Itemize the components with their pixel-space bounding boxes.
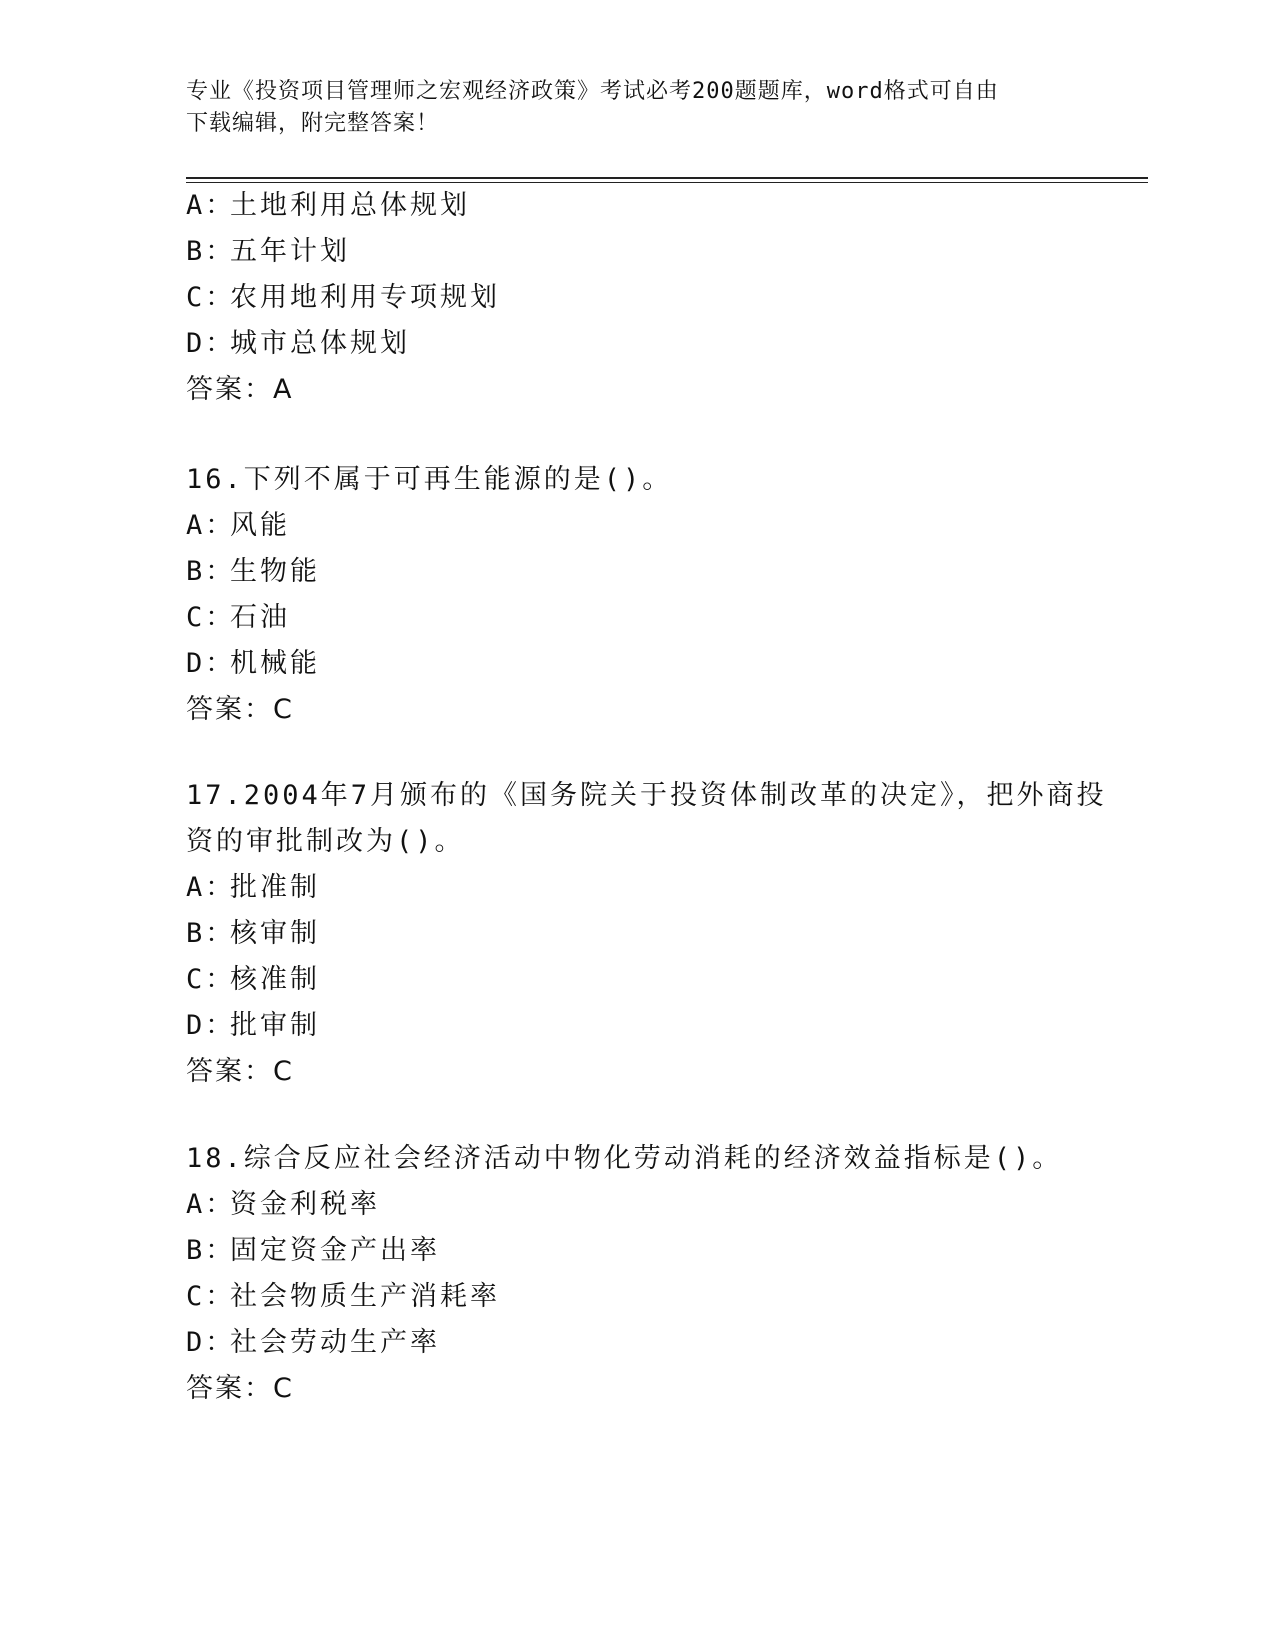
option-letter: D： <box>186 648 236 679</box>
option-letter: C： <box>186 1281 236 1312</box>
option-text: 机械能 <box>230 648 320 679</box>
option-letter: B： <box>186 556 236 587</box>
option-c <box>186 1274 1086 1320</box>
option-letter: C： <box>186 964 236 995</box>
option-letter: D： <box>186 328 236 359</box>
option-letter: A： <box>186 510 236 541</box>
question-18 <box>186 1136 1086 1412</box>
option-text: 五年计划 <box>230 236 350 267</box>
option-text: 农用地利用专项规划 <box>230 282 500 313</box>
option-letter: D： <box>186 1010 236 1041</box>
option-letter: A： <box>186 872 236 903</box>
option-letter: B： <box>186 236 236 267</box>
option-text: 资金利税率 <box>230 1189 380 1220</box>
option-text: 固定资金产出率 <box>230 1235 440 1266</box>
header-line-1: 专业《投资项目管理师之宏观经济政策》考试必考200题题库，word格式可自由 <box>186 79 999 104</box>
option-letter: B： <box>186 1235 236 1266</box>
question-stem-line-1: 17.2004年7月颁布的《国务院关于投资体制改革的决定》，把外商投 <box>186 780 1107 811</box>
option-text: 核准制 <box>230 964 320 995</box>
option-d <box>186 1320 1086 1366</box>
option-b <box>186 911 1086 957</box>
option-b <box>186 229 1086 275</box>
option-b <box>186 1228 1086 1274</box>
option-text: 批审制 <box>230 1010 320 1041</box>
option-b <box>186 549 1086 595</box>
option-text: 核审制 <box>230 918 320 949</box>
option-text: 社会物质生产消耗率 <box>230 1281 500 1312</box>
option-text: 生物能 <box>230 556 320 587</box>
option-text: 城市总体规划 <box>230 328 410 359</box>
option-d <box>186 321 1086 367</box>
question-15 <box>186 183 1086 413</box>
option-letter: A： <box>186 190 236 221</box>
option-letter: D： <box>186 1327 236 1358</box>
option-a <box>186 503 1086 549</box>
document-header <box>186 76 1066 140</box>
question-stem-line-2: 资的审批制改为()。 <box>186 826 465 857</box>
answer-line: 答案：C <box>186 1056 294 1087</box>
option-text: 批准制 <box>230 872 320 903</box>
answer-line: 答案：C <box>186 694 294 725</box>
header-line-2: 下载编辑，附完整答案！ <box>186 111 440 136</box>
question-16 <box>186 457 1086 733</box>
option-c <box>186 595 1086 641</box>
question-17 <box>186 773 1107 1095</box>
option-a <box>186 183 1086 229</box>
option-text: 风能 <box>230 510 290 541</box>
option-letter: A： <box>186 1189 236 1220</box>
option-text: 石油 <box>230 602 290 633</box>
answer-line: 答案：C <box>186 1373 294 1404</box>
option-a <box>186 865 1086 911</box>
option-text: 土地利用总体规划 <box>230 190 470 221</box>
option-c <box>186 275 1086 321</box>
question-stem: 16.下列不属于可再生能源的是()。 <box>186 464 673 495</box>
option-d <box>186 1003 1086 1049</box>
question-stem: 18.综合反应社会经济活动中物化劳动消耗的经济效益指标是()。 <box>186 1143 1063 1174</box>
option-letter: C： <box>186 602 236 633</box>
option-letter: B： <box>186 918 236 949</box>
option-c <box>186 957 1086 1003</box>
option-text: 社会劳动生产率 <box>230 1327 440 1358</box>
option-a <box>186 1182 1086 1228</box>
option-letter: C： <box>186 282 236 313</box>
option-d <box>186 641 1086 687</box>
answer-line: 答案：A <box>186 374 294 405</box>
